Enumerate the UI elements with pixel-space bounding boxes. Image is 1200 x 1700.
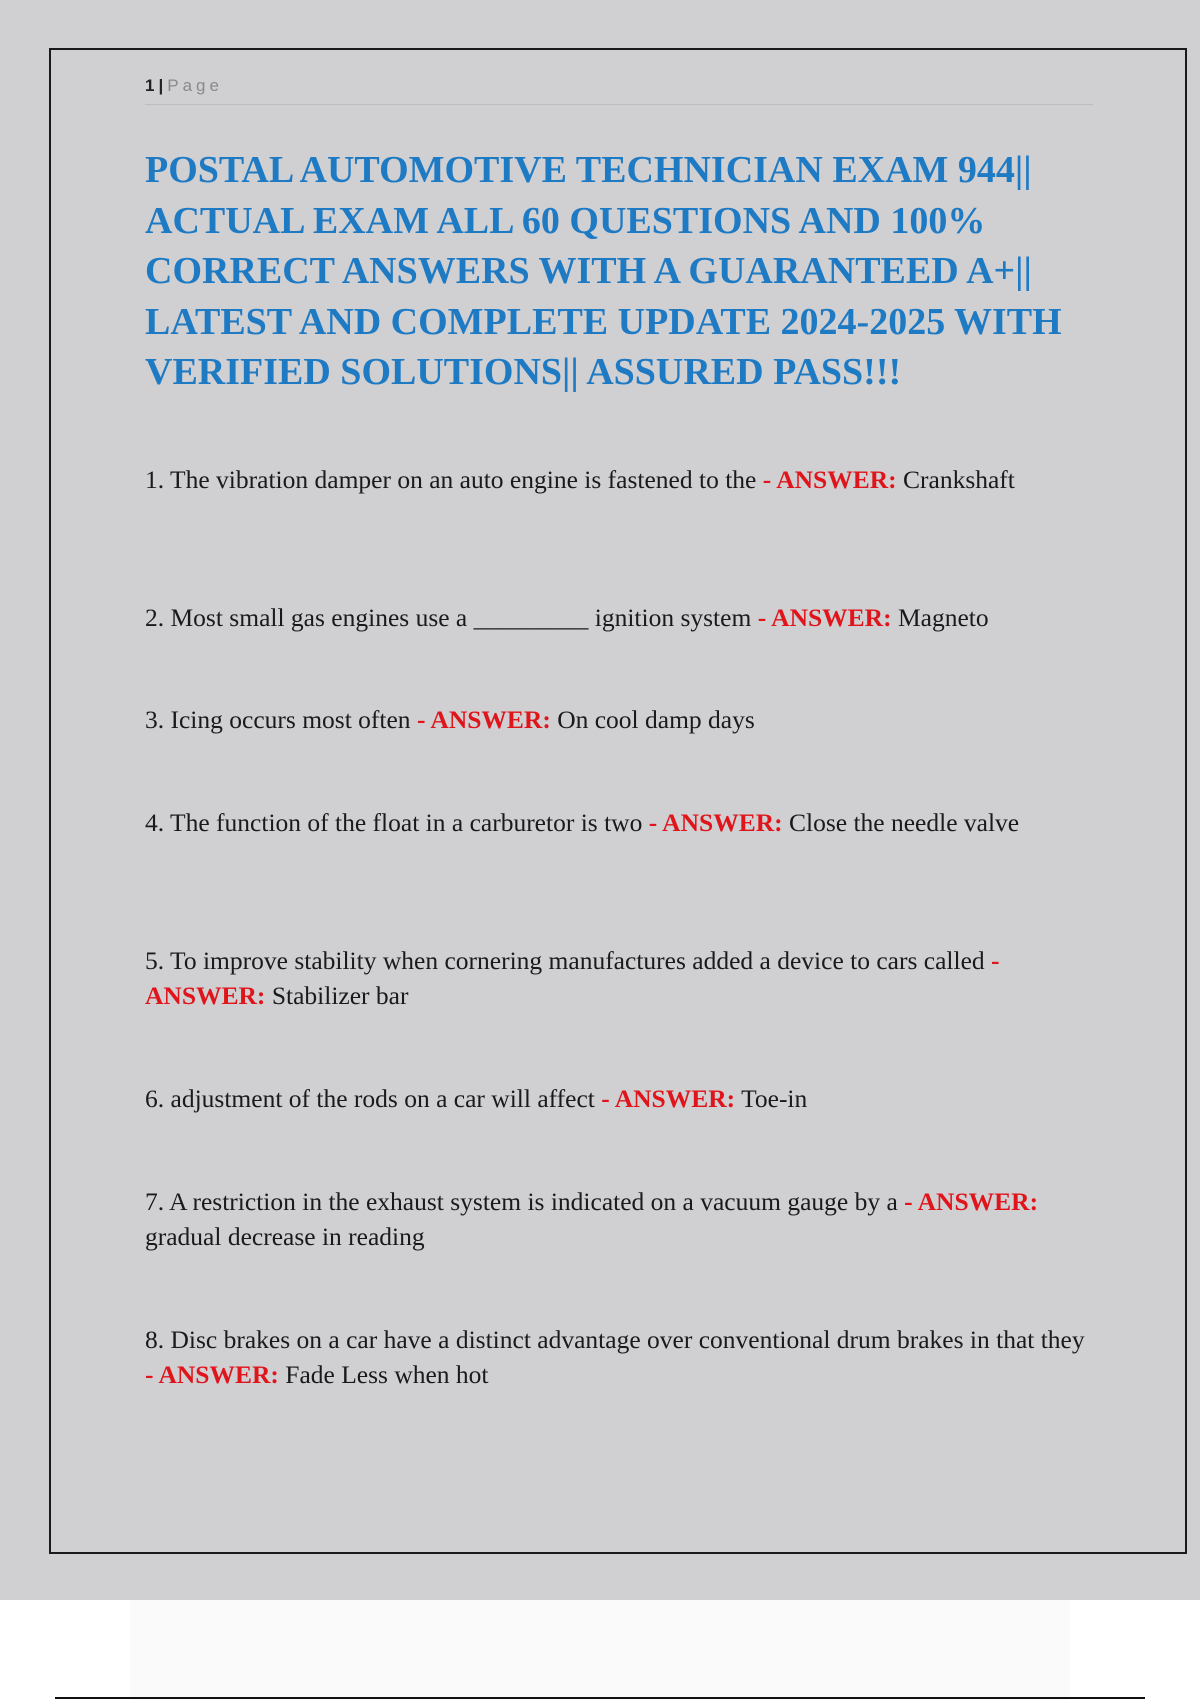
qa-item <box>145 600 1090 635</box>
question-text: 5. To improve stability when cornering manufactures added a device to cars called <box>145 946 985 975</box>
document-title: POSTAL AUTOMOTIVE TECHNICIAN EXAM 944|| ACTUAL EXAM ALL 60 QUESTIONS AND 100% CORRECT ANSWERS WITH A GUARANTEED A+|| LATEST AND COMPLETE UPDATE 2024-2025 WITH VERIFIED SOLUTIONS|| ASSURED PASS!!! <box>145 149 1062 393</box>
qa-item <box>145 702 1090 737</box>
page-label: Page <box>167 76 223 95</box>
answer-marker: - ANSWER: <box>416 705 551 734</box>
answer-marker: - ANSWER: <box>601 1084 736 1113</box>
question-text: 7. A restriction in the exhaust system is indicated on a vacuum gauge by a <box>145 1187 898 1216</box>
answer-text: Fade Less when hot <box>285 1360 489 1389</box>
page-number: 1 <box>145 76 155 95</box>
page-header <box>145 76 1093 105</box>
answer-text: Close the needle valve <box>788 808 1020 837</box>
answer-text: Stabilizer bar <box>271 981 409 1010</box>
qa-item <box>145 805 1090 840</box>
page-separator: | <box>158 76 164 95</box>
question-text: 1. The vibration damper on an auto engine is fastened to the <box>145 465 757 494</box>
answer-text: gradual decrease in reading <box>145 1222 425 1251</box>
answer-text: Magneto <box>897 603 989 632</box>
answer-marker: - ANSWER: <box>648 808 783 837</box>
answer-marker: - ANSWER: <box>757 603 892 632</box>
question-text: 6. adjustment of the rods on a car will affect <box>145 1084 595 1113</box>
question-text: 3. Icing occurs most often <box>145 705 411 734</box>
answer-text: Crankshaft <box>903 465 1015 494</box>
qa-item <box>145 1081 1090 1116</box>
qa-item <box>145 462 1090 497</box>
answer-marker: - ANSWER: <box>904 1187 1039 1216</box>
qa-item <box>145 1184 1090 1254</box>
next-page-preview <box>130 1600 1070 1700</box>
qa-item <box>145 1322 1090 1392</box>
answer-text: On cool damp days <box>557 705 755 734</box>
question-text: 4. The function of the float in a carburetor is two <box>145 808 643 837</box>
question-text: 8. Disc brakes on a car have a distinct advantage over conventional drum brakes in that they <box>145 1325 1085 1354</box>
fill-in-blank: _________ <box>473 603 589 632</box>
question-text: ignition system <box>594 603 752 632</box>
page-divider <box>55 1697 1145 1699</box>
answer-marker: - ANSWER: <box>762 465 897 494</box>
answer-text: Toe-in <box>741 1084 808 1113</box>
qa-item <box>145 943 1090 1013</box>
answer-marker: - ANSWER: <box>145 1360 279 1389</box>
answer-marker: - ANSWER: <box>145 946 1000 1010</box>
question-text: 2. Most small gas engines use a <box>145 603 468 632</box>
